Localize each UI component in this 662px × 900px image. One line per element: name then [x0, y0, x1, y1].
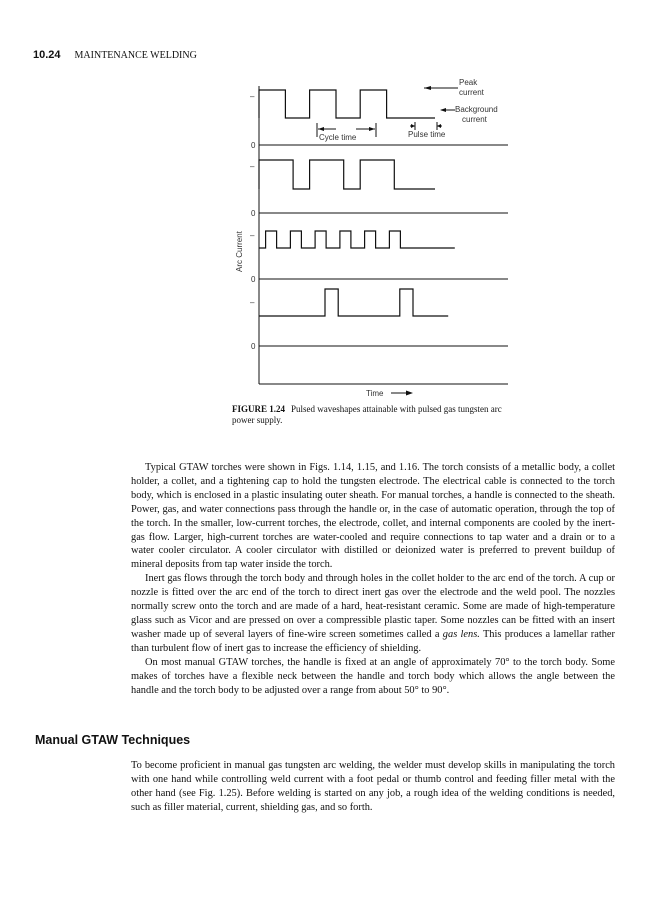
tick-label: –: [250, 298, 255, 307]
waveform-long-pulse: [259, 160, 435, 189]
figure-caption: [232, 404, 522, 426]
arc-current-axis-label: Arc Current: [235, 231, 244, 272]
background-label-2: current: [462, 115, 487, 124]
waveform-sparse-pulse: [259, 289, 448, 316]
tick-label: –: [250, 231, 255, 240]
paragraph: On most manual GTAW torches, the handle is fixed at an angle of approximately 70° to the torch body. Some makes of torches have a flexible neck between the handle and torch body which allows the angle between the handle and the torch body to be adjusted over a range from about 50° to 90°.: [131, 656, 615, 696]
paragraph: To become proficient in manual gas tungsten arc welding, the welder must develop skills in manipulating the torch with one hand while controlling weld current with a foot pedal or thumb control and feeding filler metal with the other hand (see Fig. 1.25). Before welding is started on any job, a rough idea of the welding conditions is needed, such as filler material, current, shielding gas, and so forth.: [131, 760, 615, 813]
cycle-time-label: Cycle time: [319, 133, 357, 142]
peak-label-1: Peak: [459, 78, 478, 87]
peak-label-2: current: [459, 88, 484, 97]
tick-label: –: [250, 162, 255, 171]
paragraph: Typical GTAW torches were shown in Figs. 1.14, 1.15, and 1.16. The torch consists of a metallic body, a collet holder, a collet, and a tightening cap to hold the tungsten electrode. The electrical cable is connected to the torch body, which is enclosed in a plastic insulating outer sheath. For manual torches, a handle is connected to the sheath. Power, gas, and water connections pass through the handle or, in the case of automatic operation, through the top of the torch. In the smaller, low-current torches, the electrode, collet, and internal components are cooled by the inert-gas flow. Larger, high-current torches are water-cooled and require connections to tap water and a drain or to a water cooler circulator. A cooler circulator with distilled or deionized water is preferred to prevent buildup of mineral deposits from tap water inside the torch.: [131, 462, 615, 571]
waveform-equal-pulse: [259, 90, 435, 118]
zero-label: 0: [251, 209, 256, 218]
time-axis-label: Time: [366, 389, 384, 398]
section-heading: Manual GTAW Techniques: [35, 733, 191, 747]
page-number: 10.24: [33, 49, 61, 61]
waveform-fast-pulse: [259, 231, 455, 248]
zero-label: 0: [251, 141, 256, 150]
pulse-time-label: Pulse time: [408, 130, 446, 139]
body-paragraphs: [131, 461, 615, 697]
zero-label: 0: [251, 275, 256, 284]
background-label-1: Background: [455, 105, 498, 114]
figure-label: FIGURE 1.24: [232, 404, 286, 414]
zero-label: 0: [251, 342, 256, 351]
pulsed-waveform-figure: [0, 0, 662, 400]
figure-caption-text: Pulsed waveshapes attainable with pulsed gas tungsten arc power supply.: [232, 404, 502, 425]
section-body: [131, 759, 615, 815]
tick-label: –: [250, 92, 255, 101]
paragraph: Inert gas flows through the torch body and through holes in the collet holder to the arc end of the torch. A cup or nozzle is fitted over the arc end of the torch to direct inert gas over the electrode and the weld pool. The nozzles normally screw onto the torch and are made of a hard, heat-resistant ceramic. Some are made of high-temperature glass such as Vicor and are pressed on over a compressible plastic taper. Some nozzles can be fitted with an insert washer made up of several layers of fine-wire screen sometimes called a gas lens. This produces a lamellar rather than turbulent flow of inert gas to increase the efficiency of shielding.: [131, 573, 615, 654]
running-title: MAINTENANCE WELDING: [74, 50, 197, 61]
